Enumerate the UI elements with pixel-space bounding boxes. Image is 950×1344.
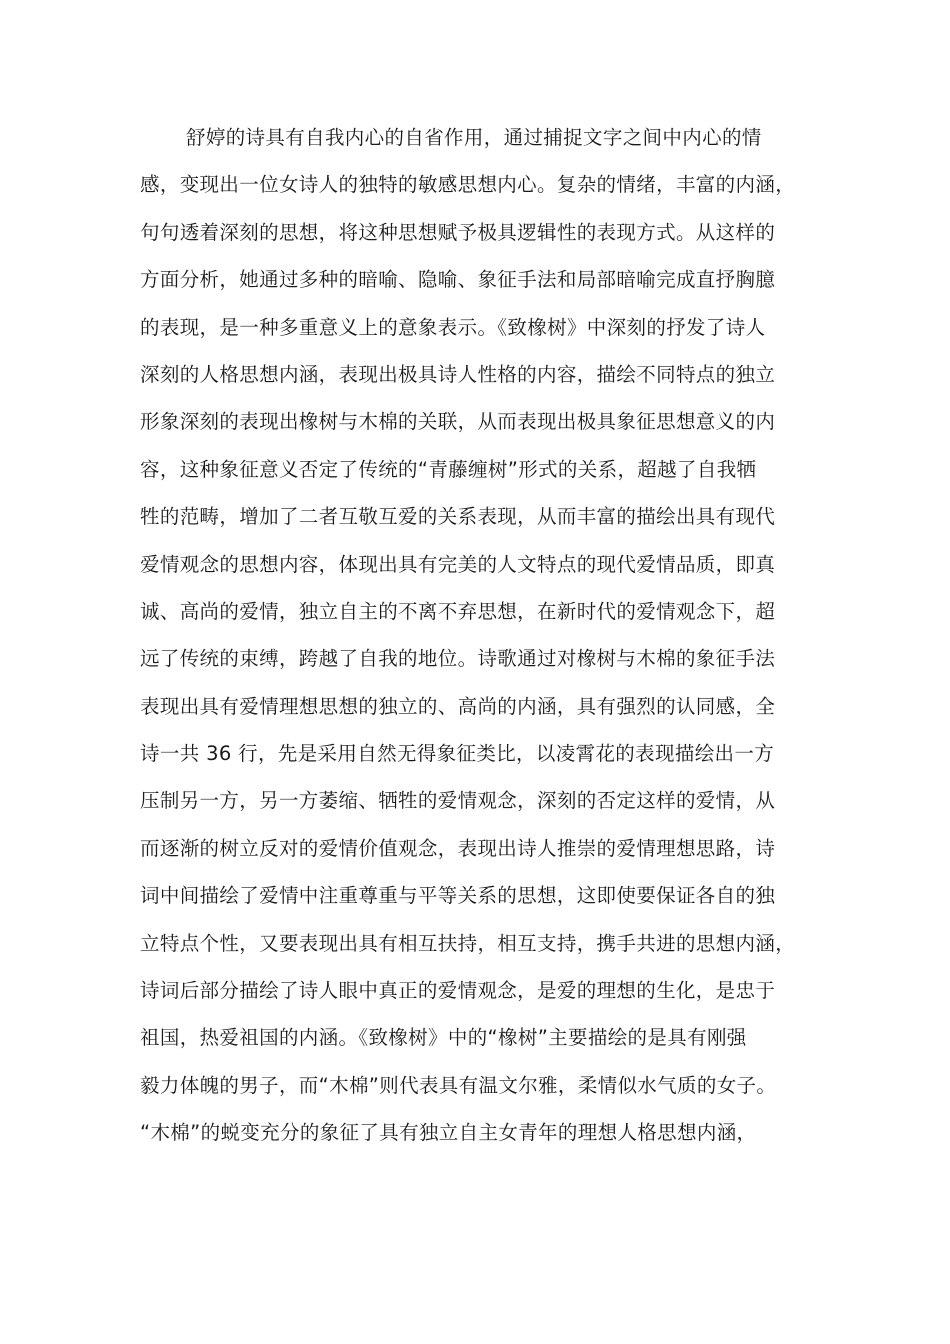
- paragraph-line: 感，变现出一位女诗人的独特的敏感思想内心。复杂的情绪，丰富的内涵，: [140, 173, 796, 197]
- paragraph-line: 形象深刻的表现出橡树与木棉的关联，从而表现出极具象征思想意义的内: [140, 410, 776, 434]
- paragraph-line: 爱情观念的思想内容，体现出具有完美的人文特点的现代爱情品质，即真: [140, 552, 776, 576]
- paragraph-line: 远了传统的束缚，跨越了自我的地位。诗歌通过对橡树与木棉的象征手法: [140, 647, 776, 671]
- paragraph-line: 句句透着深刻的思想，将这种思想赋予极具逻辑性的表现方式。从这样的: [140, 220, 776, 244]
- paragraph-line: 牲的范畴，增加了二者互敬互爱的关系表现，从而丰富的描绘出具有现代: [140, 505, 776, 529]
- paragraph-line: 容，这种象征意义否定了传统的“青藤缠树”形式的关系，超越了自我牺: [140, 457, 757, 481]
- paragraph-line: 立特点个性，又要表现出具有相互扶持，相互支持，携手共进的思想内涵，: [140, 931, 796, 955]
- paragraph-line: 毅力体魄的男子，而“木棉”则代表具有温文尔雅，柔情似水气质的女子。: [140, 1073, 777, 1097]
- paragraph-line: 方面分析，她通过多种的暗喻、隐喻、象征手法和局部暗喻完成直抒胸臆: [140, 268, 776, 292]
- paragraph-line: 词中间描绘了爱情中注重尊重与平等关系的思想，这即使要保证各自的独: [140, 884, 776, 908]
- paragraph-line: 而逐渐的树立反对的爱情价值观念，表现出诗人推崇的爱情理想思路，诗: [140, 836, 776, 860]
- paragraph-line: 祖国，热爱祖国的内涵。《致橡树》中的“橡树”主要描绘的是具有刚强: [140, 1026, 747, 1050]
- body-paragraph: [140, 120, 840, 1163]
- paragraph-line: 深刻的人格思想内涵，表现出极具诗人性格的内容，描绘不同特点的独立: [140, 362, 776, 386]
- paragraph-line: “木棉”的蜕变充分的象征了具有独立自主女青年的理想人格思想内涵，: [140, 1121, 757, 1145]
- paragraph-line: 诗词后部分描绘了诗人眼中真正的爱情观念，是爱的理想的生化，是忠于: [140, 979, 776, 1003]
- paragraph-line: 诚、高尚的爱情，独立自主的不离不弃思想，在新时代的爱情观念下，超: [140, 599, 776, 623]
- paragraph-line: 舒婷的诗具有自我内心的自省作用，通过捕捉文字之间中内心的情: [186, 126, 762, 149]
- paragraph-line: 压制另一方，另一方萎缩、牺牲的爱情观念，深刻的否定这样的爱情，从: [140, 789, 776, 813]
- paragraph-line: 的表现，是一种多重意义上的意象表示。《致橡树》中深刻的抒发了诗人: [140, 315, 766, 339]
- paragraph-line: 诗一共 36 行，先是采用自然无得象征类比，以凌霄花的表现描绘出一方: [140, 742, 775, 766]
- paragraph-line: 表现出具有爱情理想思想的独立的、高尚的内涵，具有强烈的认同感，全: [140, 694, 776, 718]
